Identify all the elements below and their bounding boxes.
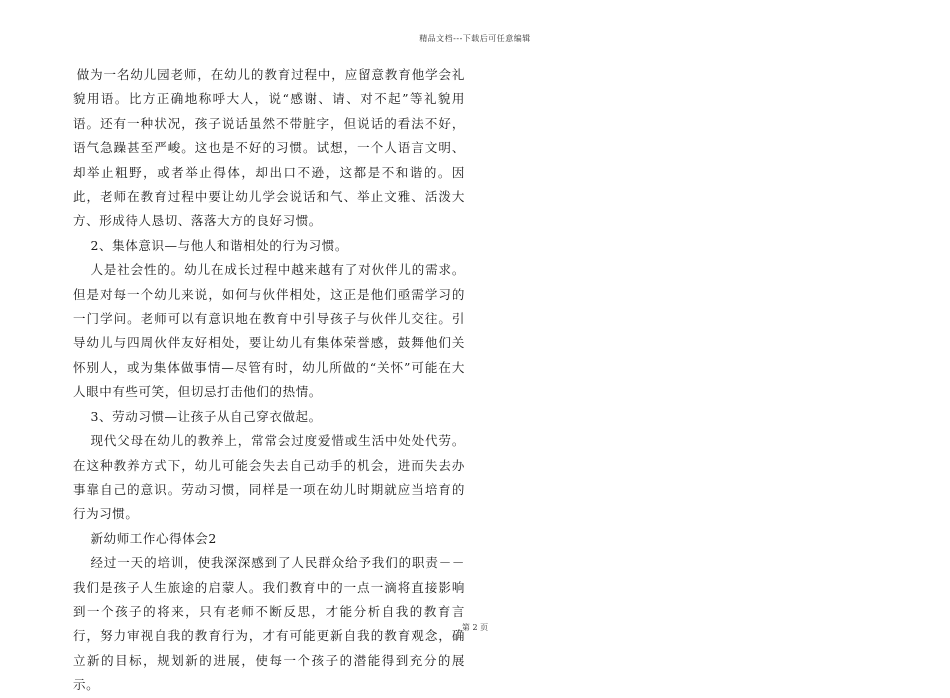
document-body <box>73 63 465 698</box>
paragraph-parenting-style: 现代父母在幼儿的教养上，常常会过度爱惜或生活中处处代劳。在这种教养方式下，幼儿可能会失去自己动手的机会，进而失去办事靠自己的意识。劳动习惯，同样是一项在幼儿时期就应当培育的行为习惯。 <box>73 433 465 522</box>
section-title-experience-2: 新幼师工作心得体会2 <box>90 530 217 546</box>
page-number: 第 2 页 <box>461 623 489 632</box>
heading-collective-awareness: 2、集体意识—与他人和谐相处的行为习惯。 <box>90 237 348 253</box>
heading-labor-habit: 3、劳动习惯—让孩子从自己穿衣做起。 <box>90 408 322 424</box>
paragraph-training-reflection: 经过一天的培训，使我深深感到了人民群众给予我们的职责－－我们是孩子人生旅途的启蒙人。我们教育中的一点一滴将直接影响到一个孩子的将来，只有老师不断反思，才能分析自我的教育言行，努力审视自我的教育行为，才有可能更新自我的教育观念，确立新的目标，规划新的进展，使每一个孩子的潜能得到充分的展示。 <box>73 555 465 693</box>
paragraph-polite-language: 做为一名幼儿园老师，在幼儿的教育过程中，应留意教育他学会礼貌用语。比方正确地称呼大人，说“感谢、请、对不起”等礼貌用语。还有一种状况，孩子说话虽然不带脏字，但说话的看法不好，语气急躁甚至严峻。这也是不好的习惯。试想，一个人语言文明、却举止粗野，或者举止得体，却出口不逊，这都是不和谐的。因此，老师在教育过程中要让幼儿学会说话和气、举止文雅、活泼大方、形成待人恳切、落落大方的良好习惯。 <box>73 67 465 229</box>
page-header: 精品文档---下载后可任意编辑 <box>419 34 531 43</box>
paragraph-social-nature: 人是社会性的。幼儿在成长过程中越来越有了对伙伴儿的需求。但是对每一个幼儿来说，如何与伙伴相处，这正是他们亟需学习的一门学问。老师可以有意识地在教育中引导孩子与伙伴儿交往。引导幼儿与四周伙伴友好相处，要让幼儿有集体荣誉感，鼓舞他们关怀别人，或为集体做事情—尽管有时，幼儿所做的“关怀”可能在大人眼中有些可笑，但切忌打击他们的热情。 <box>73 262 465 400</box>
